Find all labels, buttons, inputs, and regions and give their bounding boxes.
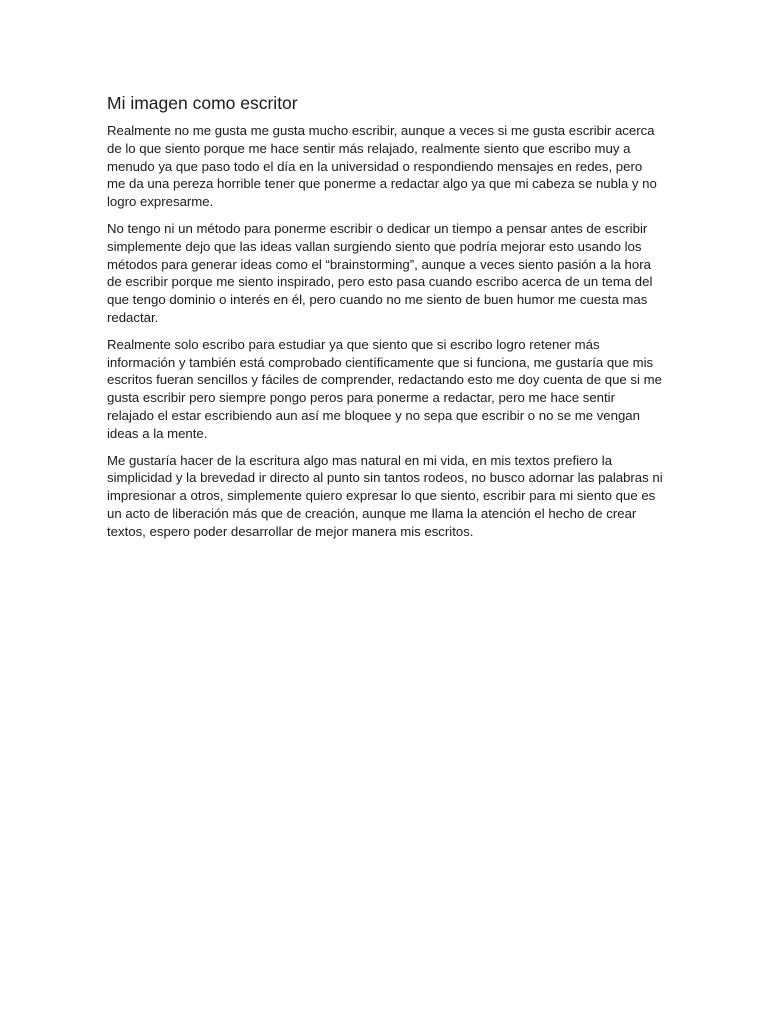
paragraph-3: Realmente solo escribo para estudiar ya que siento que si escribo logro retener más información y también está comprobado científicamente que si funciona, me gustaría que mis escritos fueran sencillos y fáciles de comprender, redactando esto me doy cuenta de que si me gusta escribir pero siempre pongo peros para ponerme a redactar, pero me hace sentir relajado el estar escribiendo aun así me bloquee y no sepa que escribir o no se me vengan ideas a la mente.: [107, 336, 662, 441]
paragraph-1: Realmente no me gusta me gusta mucho escribir, aunque a veces si me gusta escribir acerca de lo que siento porque me hace sentir más relajado, realmente siento que escribo muy a menudo ya que paso todo el día en la universidad o respondiendo mensajes en redes, pero me da una pereza horrible tener que ponerme a redactar algo ya que mi cabeza se nubla y no logro expresarme.: [107, 123, 657, 210]
paragraph-4: Me gustaría hacer de la escritura algo mas natural en mi vida, en mis textos prefiero la simplicidad y la brevedad ir directo al punto sin tantos rodeos, no busco adornar las palabras ni impresionar a otros, simplemente quiero expresar lo que siento, escribir para mi siento que es un acto de liberación más que de creación, aunque me llama la atención el hecho de crear textos, espero poder desarrollar de mejor manera mis escritos.: [107, 452, 663, 539]
paragraph-2: No tengo ni un método para ponerme escribir o dedicar un tiempo a pensar antes de escribir simplemente dejo que las ideas vallan surgiendo siento que podría mejorar esto usando los métodos para generar ideas como el “brainstorming”, aunque a veces siento pasión a la hora de escribir porque me siento inspirado, pero esto pasa cuando escribo acerca de un tema del que tengo dominio o interés en él, pero cuando no me siento de buen humor me cuesta mas redactar.: [107, 220, 653, 325]
document-body: [107, 92, 663, 550]
document-title: Mi imagen como escritor: [107, 93, 298, 113]
